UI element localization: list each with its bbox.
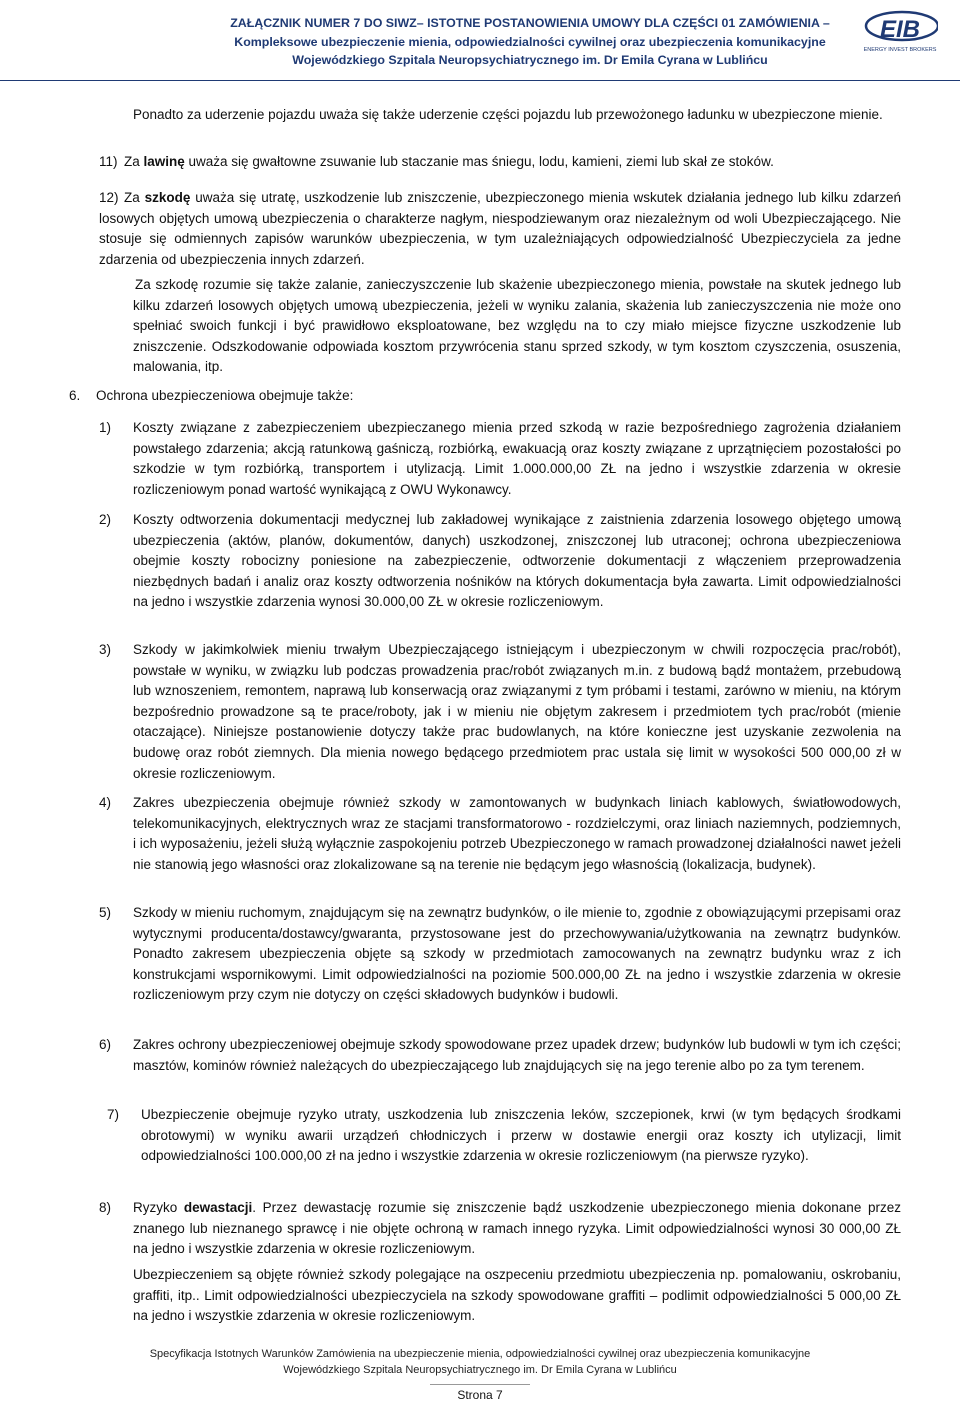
- eib-logo: [862, 10, 938, 54]
- section-6-heading: Ochrona ubezpieczeniowa obejmuje także:: [96, 388, 354, 403]
- s6-item-8-text: Ryzyko dewastacji. Przez dewastację rozumie się zniszczenie bądź uszkodzenie ubezpieczonego mienia dokonane przez znanego lub nieznanego sprawcę i nie objęte ochroną w ramach innego ryzyka. Limit odpowiedzialności wynosi 30 000,00 ZŁ na jedno i wszystkie zdarzenia w okresie rozliczeniowym.: [133, 1200, 901, 1257]
- logo-text: EIB: [879, 16, 921, 43]
- page-number: Strona 7: [457, 1388, 503, 1402]
- logo-subtext: ENERGY INVEST BROKERS: [863, 47, 937, 53]
- header-line-1: ZAŁĄCZNIK NUMER 7 DO SIWZ– ISTOTNE POSTANOWIENIA UMOWY DLA CZĘŚCI 01 ZAMÓWIENIA –: [230, 16, 830, 30]
- header-title: [200, 14, 860, 70]
- term-lawina: lawinę: [143, 154, 185, 169]
- footer-line-2: Wojewódzkiego Szpitala Neuropsychiatrycznego im. Dr Emila Cyrana w Lublińcu: [283, 1364, 677, 1376]
- s6-item-1-text: Koszty związane z zabezpieczeniem ubezpieczanego mienia przed szkodą w razie bezpośredniego zagrożenia działaniem powstałego zdarzenia; akcją ratunkową gaśniczą, rozbiórką, ewakuacją oraz koszty związane z uprzątnięciem pozostałości po szkodzie w tym rozbiórką, transportem i utylizacją. Limit 1.000.000,00 ZŁ na jedno i wszystkie zdarzenia w okresie rozliczeniowym ponad wartość wynikającą z OWU Wykonawcy.: [133, 420, 901, 497]
- s6-item-3-number: 3): [99, 642, 112, 657]
- footer-line-1: Specyfikacja Istotnych Warunków Zamówienia na ubezpieczenie mienia, odpowiedzialności cywilnej oraz ubezpieczenia komunikacyjne: [149, 1348, 811, 1360]
- s6-item-8-number: 8): [99, 1200, 112, 1215]
- page-footer: [0, 1346, 960, 1378]
- s6-item-4-text: Zakres ubezpieczenia obejmuje również szkody w zamontowanych w budynkach liniach kablowych, światłowodowych, telekomunikacyjnych, elektrycznych wraz ze stacjami transformatorowo - rozdzielczymi, oraz liniach naziemnych, podziemnych, i ich wyposażeniu, jeżeli służą wyłącznie zaspokojeniu potrzeb Ubezpieczonego w ramach prowadzonej działalności nawet jeżeli nie stanowią jego własności oraz zlokalizowane są na terenie nie będącym jego własnością (lokalizacja, budynek).: [133, 795, 901, 872]
- s6-item-3-text: Szkody w jakimkolwiek mieniu trwałym Ubezpieczającego istniejącym i ubezpieczonym w chwili rozpoczęcia prac/robót), powstałe w wyniku, w związku lub podczas prowadzenia prac/robót związanych m.in. z budową bądź montażem, przebudową lub wznoszeniem, remontem, naprawą lub konserwacją oraz związanymi z tym próbami i testami, zarówno w mieniu, na którym bezpośrednio prowadzone są te prace/roboty, jak i w mieniu nie objętym zakresem i przedmiotem tych prac/robót (mienie otaczające). Niniejsze postanowienie dotyczy także prac budowlanych, na które konieczne jest uzyskanie zezwolenia na budowę oraz robót ziemnych. Dla mienia nowego będącego przedmiotem prac ustala się limit w wysokości 500 000,00 zł w okresie rozliczeniowym.: [133, 642, 901, 781]
- header-line-3: Wojewódzkiego Szpitala Neuropsychiatrycznego im. Dr Emila Cyrana w Lublińcu: [292, 53, 768, 67]
- s6-item-8-extra-text: Ubezpieczeniem są objęte również szkody polegające na oszpeceniu przedmiotu ubezpieczenia np. pomalowaniu, oskrobaniu, graffiti, itp.. Limit odpowiedzialności ubezpieczyciela na szkody spowodowane graffiti – podlimit odpowiedzialności 5 000,00 ZŁ na jedno i wszystkie zdarzenia w okresie rozliczeniowym.: [133, 1267, 901, 1324]
- header-line-2: Kompleksowe ubezpieczenie mienia, odpowiedzialności cywilnej oraz ubezpieczenia komunikacyjne: [234, 34, 826, 49]
- s6-item-2-text: Koszty odtworzenia dokumentacji medycznej lub zakładowej wynikające z zaistnienia zdarzenia losowego objętego umową ubezpieczenia (aktów, planów, dokumentów, danych) uszkodzonej, zniszczonej lub utraconej; ochrona ubezpieczeniowa obejmie koszty robocizny poniesione na zabezpieczenie, odtworzenie dokumentacji z włączeniem przeprowadzenia niezbędnych badań i analiz oraz koszty odtworzenia nośników na których dokumentacja była zawarta. Limit odpowiedzialności na jedno i wszystkie zdarzenia wynosi 30.000,00 ZŁ w okresie rozliczeniowym.: [133, 512, 901, 610]
- section-6-number: 6.: [69, 388, 81, 403]
- term-dewastacja: dewastacji: [183, 1200, 253, 1215]
- s6-item-2-number: 2): [99, 512, 112, 527]
- s6-item-5-number: 5): [99, 905, 112, 920]
- page-header: [0, 0, 960, 81]
- item-12-text: Za szkodę uważa się utratę, uszkodzenie lub zniszczenie, ubezpieczonego mienia wskutek działania jednego lub kilku zdarzeń losowych objętych umową ubezpieczenia o charakterze nagłym, niespodziewanym oraz niezależnym od woli Ubezpieczającego. Nie stosuje się odmiennych zapisów warunków ubezpieczenia, w tym uzależniających odpowiedzialność Ubezpieczyciela za jedne zdarzenia od ubezpieczenia innych zdarzeń.: [99, 190, 901, 267]
- s6-item-6-text: Zakres ochrony ubezpieczeniowej obejmuje szkody spowodowane przez upadek drzew; budynków lub budowli w tym ich części; masztów, kominów również należących do ubezpieczającego lub znajdujących się na jego terenie albo po za tym terenem.: [133, 1037, 901, 1073]
- s6-item-5-text: Szkody w mieniu ruchomym, znajdującym się na zewnątrz budynków, o ile mienie to, zgodnie z obowiązującymi przepisami oraz wytycznymi producenta/dostawcy/gwaranta, przystosowane jest do przechowywania/użytkowania na zewnątrz budynków. Ponadto zakresem ubezpieczenia objęte są szkody w przedmiotach zamocowanych na zewnątrz budynku wraz z ich konstrukcjami wspornikowymi. Limit odpowiedzialności na poziomie 500.000,00 ZŁ na jedno i wszystkie zdarzenia w okresie rozliczeniowym przy czym nie dotyczy on części składowych budynków i budowli.: [133, 905, 901, 1003]
- item-12-number: 12): [99, 190, 119, 205]
- footer-divider: [430, 1384, 530, 1385]
- item-11-number: 11): [99, 154, 118, 169]
- s6-item-6-number: 6): [99, 1037, 112, 1052]
- s6-item-4-number: 4): [99, 795, 112, 810]
- s6-item-1-number: 1): [99, 420, 112, 435]
- s6-item-7-number: 7): [107, 1107, 120, 1122]
- intro-paragraph: Ponadto za uderzenie pojazdu uważa się także uderzenie części pojazdu lub przewożonego ładunku w ubezpieczone mienie.: [133, 107, 883, 122]
- item-12-extra-text: Za szkodę rozumie się także zalanie, zanieczyszczenie lub skażenie ubezpieczonego mienia, powstałe na skutek jednego lub kilku zdarzeń losowych objętych umową ubezpieczenia, jeżeli w wyniku zalania, skażenia lub zanieczyszczenia nie może ono spełniać swoich funkcji i być prawidłowo eksploatowane, bez względu na to czy miało miejsce fizyczne uszkodzenie lub zniszczenie. Odszkodowanie odpowiada kosztom przywrócenia stanu sprzed szkody, w tym kosztom czyszczenia, osuszenia, malowania, itp.: [133, 277, 901, 375]
- item-11-text: Za lawinę uważa się gwałtowne zsuwanie lub staczanie mas śniegu, lodu, kamieni, ziemi lub skał ze stoków.: [124, 154, 774, 169]
- s6-item-7-text: Ubezpieczenie obejmuje ryzyko utraty, uszkodzenia lub zniszczenia leków, szczepionek, krwi (w tym będących środkami obrotowymi) w wyniku awarii urządzeń chłodniczych i przerw w dostawie energii oraz koszty ich utylizacji, limit odpowiedzialności 100.000,00 zł na jedno i wszystkie zdarzenia w okresie rozliczeniowym (na pierwsze ryzyko).: [141, 1107, 901, 1164]
- term-szkoda: szkodę: [144, 190, 191, 205]
